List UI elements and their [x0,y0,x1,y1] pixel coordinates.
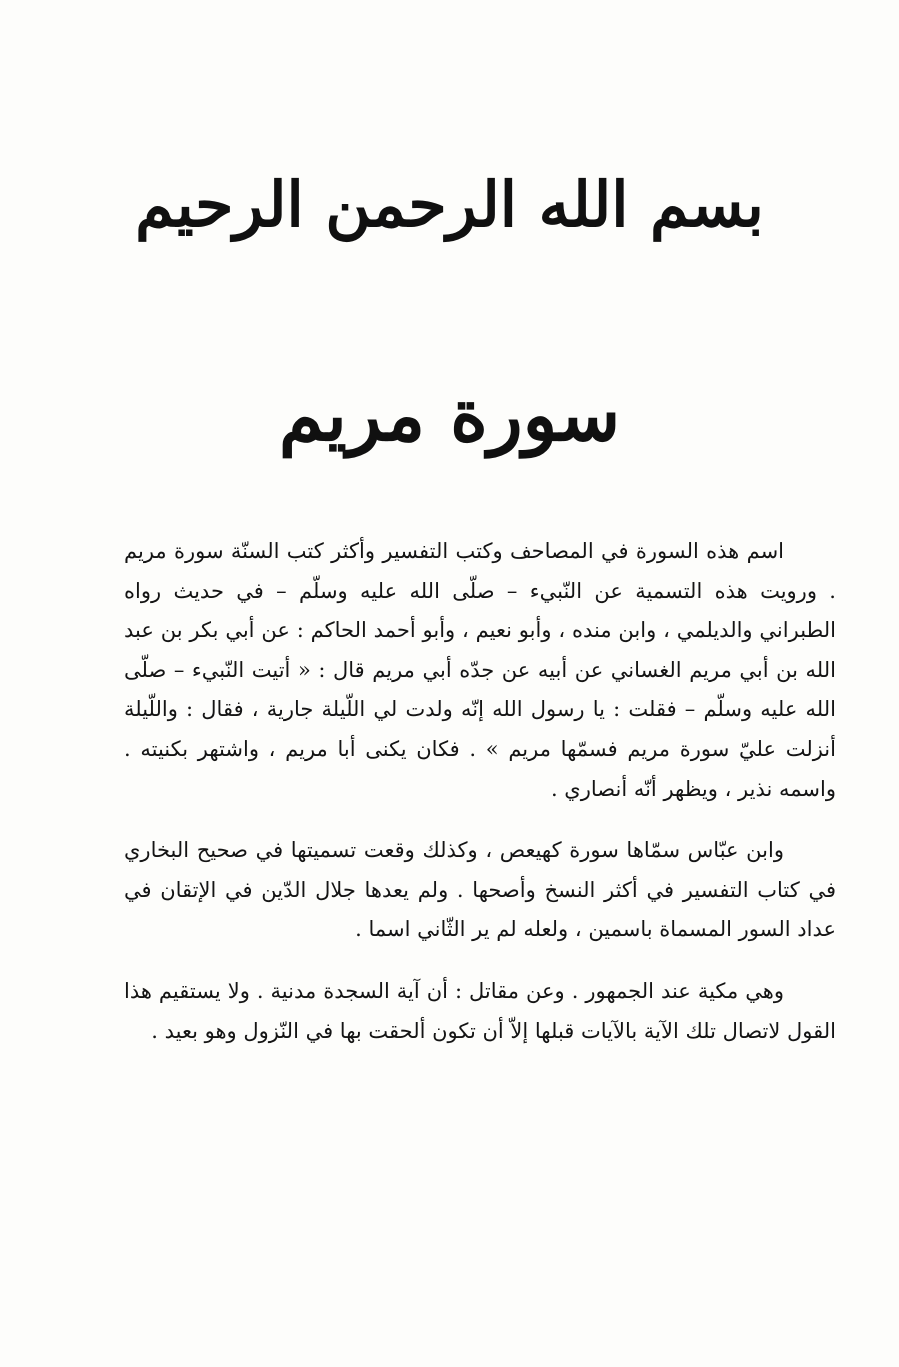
paragraph-makkiyya: وهي مكية عند الجمهور . وعن مقاتل : أن آية السجدة مدنية . ولا يستقيم هذا القول لاتصال تلك الآية بالآيات قبلها إلاّ أن تكون ألحقت بها في النّزول وهو بعيد . [124,978,836,1043]
body-text [124,532,836,1051]
surah-title: سورة مريم [278,372,621,457]
basmala-calligraphy: بسم الله الرحمن الرحيم [135,168,764,241]
paragraph-ibn-abbas: وابن عبّاس سمّاها سورة كهيعص ، وكذلك وقعت تسميتها في صحيح البخاري في كتاب التفسير في أكثر النسخ وأصحها . ولم يعدها جلال الدّين في الإتقان في عداد السور المسماة باسمين ، ولعله لم ير الثّاني اسما . [124,838,836,942]
paragraph-surah-name: اسم هذه السورة في المصاحف وكتب التفسير وأكثر كتب السنّة سورة مريم . ورويت هذه التسمية عن النّبيء – صلّى الله عليه وسلّم – في حديث رواه الطبراني والديلمي ، وابن منده ، وأبو نعيم ، وأبو أحمد الحاكم : عن أبي بكر بن عبد الله بن أبي مريم الغساني عن أبيه عن جدّه أبي مريم قال : « أتيت النّبيء – صلّى الله عليه وسلّم – فقلت : يا رسول الله إنّه ولدت لي اللّيلة جارية ، فقال : واللّيلة أنزلت عليّ سورة مريم فسمّها مريم » . فكان يكنى أبا مريم ، واشتهر بكنيته . واسمه نذير ، ويظهر أنّه أنصاري . [124,539,836,801]
